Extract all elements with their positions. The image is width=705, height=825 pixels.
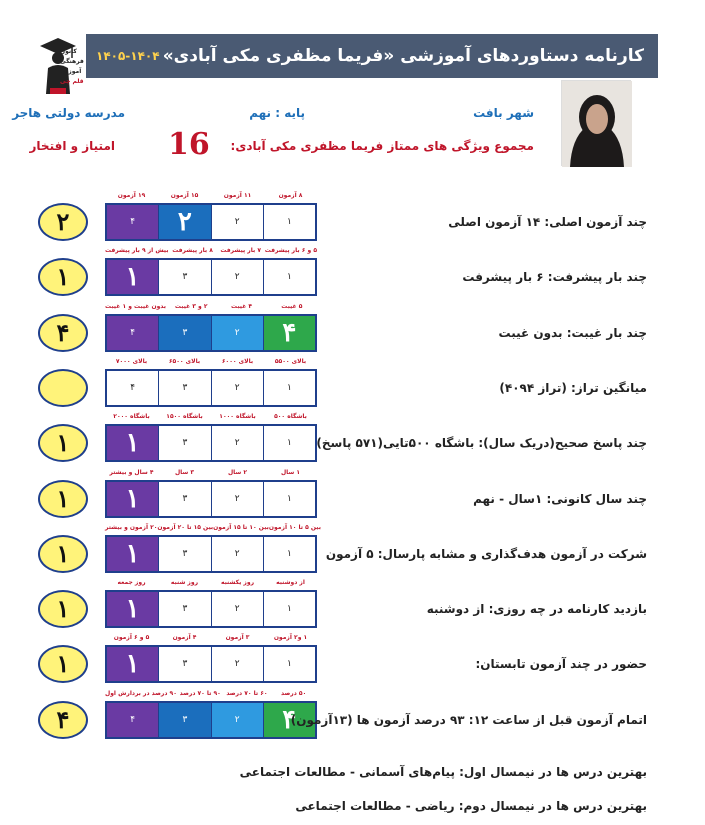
score-cell: ۴ xyxy=(107,703,159,737)
score-cell: ۳ xyxy=(159,703,211,737)
row-caption: ۹۰ درصد در بردارش اول xyxy=(105,690,177,697)
best-subjects-second-term: بهترین درس ها در نیمسال دوم: ریاضی - مطالعات اجتماعی xyxy=(295,799,647,813)
score-cell: ۳ xyxy=(159,371,211,405)
criterion-label: چند سال کانونی: ۱سال - نهم xyxy=(473,492,647,506)
score-cell: ۴ xyxy=(107,371,159,405)
score-cell: ۲ xyxy=(212,647,264,681)
total-score: 16 xyxy=(168,127,210,162)
score-cell: ۳ xyxy=(159,592,211,626)
row-captions xyxy=(105,303,317,312)
score-cell: ۱ xyxy=(286,438,292,448)
criterion-label: چند آزمون اصلی: ۱۴ آزمون اصلی xyxy=(448,215,647,229)
row-captions xyxy=(105,358,317,367)
row-score-badge: ۴ xyxy=(38,701,88,739)
score-cell: ۱ xyxy=(107,260,159,294)
row-caption: بالای ۶۵۰۰ xyxy=(168,358,201,365)
page-title: کارنامه دستاوردهای آموزشی «فریما مظفری مکی آبادی» xyxy=(162,46,644,66)
best-subjects-first-term: بهترین درس ها در نیمسال اول: پیام‌های آسمانی - مطالعات اجتماعی xyxy=(239,765,647,779)
academic-year: ۱۴۰۵-۱۴۰۴ xyxy=(96,49,160,63)
row-caption: بالای ۶۰۰۰ xyxy=(221,358,254,365)
score-scale xyxy=(105,203,317,241)
score-cell: ۲ xyxy=(212,260,264,294)
row-caption: باشگاه ۱۵۰۰ xyxy=(166,413,203,420)
score-cell: ۲ xyxy=(212,537,264,571)
score-cell: ۳ xyxy=(159,647,211,681)
criterion-label: اتمام آزمون قبل از ساعت ۱۲: ۹۳ درصد آزمون ها (۱۳آزمون) xyxy=(290,713,647,727)
criterion-label: میانگین تراز: (تراز ۴۰۹۴) xyxy=(499,381,647,395)
score-cell: ۴ xyxy=(107,205,159,239)
criterion-label: حضور در چند آزمون تابستان: xyxy=(475,657,647,671)
row-captions xyxy=(105,690,317,699)
score-cell: ۲ xyxy=(212,316,264,350)
score-cell: ۱ xyxy=(286,272,292,282)
row-caption: ۵ و ۶ بار پیشرفت xyxy=(264,247,317,254)
score-cell: ۱ xyxy=(286,549,292,559)
criterion-label: چند پاسخ صحیح(دریک سال): باشگاه ۵۰۰تایی(۵۷۱ پاسخ) xyxy=(316,436,647,450)
row-caption: ۲ سال xyxy=(227,469,248,476)
score-scale xyxy=(105,701,317,739)
score-cell: ۱ xyxy=(107,537,159,571)
row-caption: ۱ سال xyxy=(280,469,301,476)
score-scale xyxy=(105,590,317,628)
student-portrait-icon xyxy=(562,81,632,167)
score-cell: ۱ xyxy=(107,592,159,626)
row-caption: بین ۱۰ تا ۱۵ آزمون xyxy=(213,524,269,531)
row-caption: ۱۹ آزمون xyxy=(117,192,146,199)
row-caption: روز شنبه xyxy=(170,579,199,586)
row-caption: ۷ بار پیشرفت xyxy=(220,247,262,254)
row-caption: ۵ غیبت xyxy=(281,303,303,310)
row-caption: بین ۵ تا ۱۰ آزمون xyxy=(268,524,322,531)
score-cell: ۲ xyxy=(212,205,264,239)
row-caption: باشگاه ۲۰۰۰ xyxy=(113,413,150,420)
score-cell: ۱ xyxy=(107,426,159,460)
logo-text-3: آموزش xyxy=(60,68,82,75)
score-cell: ۳ xyxy=(159,482,211,516)
row-captions xyxy=(105,579,317,588)
score-cell: ۱ xyxy=(286,217,292,227)
row-captions xyxy=(105,247,317,256)
score-cell: ۴ xyxy=(264,316,315,350)
row-caption: روز یکشنبه xyxy=(220,579,255,586)
score-cell: ۱ xyxy=(107,647,159,681)
logo-text-1: کانون xyxy=(60,48,77,55)
score-scale xyxy=(105,480,317,518)
row-score-badge: ۱ xyxy=(38,258,88,296)
score-scale xyxy=(105,535,317,573)
row-caption: ۵ و ۶ آزمون xyxy=(113,634,150,641)
student-photo xyxy=(561,80,631,166)
row-score-badge: ۴ xyxy=(38,314,88,352)
score-scale xyxy=(105,369,317,407)
row-caption: بیش از ۹ بار پیشرفت xyxy=(105,247,169,254)
row-caption: ۵۰ درصد xyxy=(281,690,307,697)
score-cell: ۳ xyxy=(159,316,211,350)
score-cell: ۲ xyxy=(212,703,264,737)
row-caption: ۹۰ تا ۷۰ درصد xyxy=(179,690,221,697)
score-cell: ۱ xyxy=(286,383,292,393)
row-captions xyxy=(105,413,317,422)
row-caption: ۳ آزمون xyxy=(225,634,250,641)
criterion-label: چند بار غیبت: بدون غیبت xyxy=(498,326,647,340)
row-score-badge: ۱ xyxy=(38,645,88,683)
row-caption: باشگاه ۱۰۰۰ xyxy=(219,413,256,420)
row-caption: باشگاه ۵۰۰ xyxy=(274,413,307,420)
row-captions xyxy=(105,524,322,533)
row-caption: ۴ آزمون xyxy=(172,634,197,641)
row-caption: ۳ سال xyxy=(174,469,195,476)
score-cell: ۴ xyxy=(264,703,315,737)
row-caption: بین ۱۵ تا ۲۰ آزمون xyxy=(157,524,214,531)
score-cell: ۳ xyxy=(159,537,211,571)
score-scale xyxy=(105,424,317,462)
score-cell: ۲ xyxy=(159,205,211,239)
score-cell: ۱ xyxy=(286,494,292,504)
total-score-suffix: امتیاز و افتخار xyxy=(29,139,115,153)
score-cell: ۲ xyxy=(212,482,264,516)
row-captions xyxy=(105,469,317,478)
row-caption: ۱۱ آزمون xyxy=(223,192,252,199)
row-captions xyxy=(105,634,317,643)
score-scale xyxy=(105,645,317,683)
header-banner xyxy=(86,34,658,78)
student-grade: پایه : نهم xyxy=(249,106,305,120)
score-cell: ۲ xyxy=(212,592,264,626)
row-caption: بالای ۷۰۰۰ xyxy=(115,358,148,365)
criterion-label: چند بار پیشرفت: ۶ بار پیشرفت xyxy=(462,270,647,284)
row-caption: ۴ سال و بیشتر xyxy=(109,469,154,476)
row-caption: روز جمعه xyxy=(117,579,146,586)
student-school: مدرسه دولتی هاجر xyxy=(12,106,125,120)
row-caption: ۸ بار پیشرفت xyxy=(172,247,213,254)
row-caption: ۲ و ۳ غیبت xyxy=(174,303,208,310)
criterion-label: شرکت در آزمون هدف‌گذاری و مشابه پارسال: ۵ آزمون xyxy=(325,547,647,561)
score-cell: ۲ xyxy=(212,426,264,460)
score-cell: ۴ xyxy=(107,316,159,350)
score-cell: ۳ xyxy=(159,260,211,294)
score-cell: ۱ xyxy=(286,604,292,614)
row-score-badge: ۱ xyxy=(38,480,88,518)
row-score-badge: ۱ xyxy=(38,590,88,628)
logo-text-4: قلم چی xyxy=(60,78,84,85)
score-scale xyxy=(105,258,317,296)
score-cell: ۲ xyxy=(212,371,264,405)
row-caption: ۸ آزمون xyxy=(278,192,303,199)
row-caption: بالای ۵۵۰۰ xyxy=(274,358,307,365)
kanoon-logo-icon xyxy=(36,36,82,98)
score-scale xyxy=(105,314,317,352)
row-caption: ۴ غیبت xyxy=(230,303,253,310)
score-cell: ۱ xyxy=(107,482,159,516)
score-cell: ۱ xyxy=(286,659,292,669)
row-caption: ۱۵ آزمون xyxy=(170,192,199,199)
row-caption: بدون غیبت و ۱ غیبت xyxy=(105,303,167,310)
row-caption: ۲۰ آزمون و بیشتر xyxy=(105,524,158,531)
student-city: شهر بافت xyxy=(473,106,534,120)
criterion-label: بازدید کارنامه در چه روزی: از دوشنبه xyxy=(426,602,647,616)
row-score-badge: ۱ xyxy=(38,424,88,462)
row-caption: ۶۰ تا ۷۰ درصد xyxy=(226,690,268,697)
row-caption: از دوشنبه xyxy=(276,579,305,586)
row-score-badge: ۱ xyxy=(38,535,88,573)
row-score-badge xyxy=(38,369,88,407)
logo-text-2: فرهنگی xyxy=(60,58,84,65)
score-cell: ۳ xyxy=(159,426,211,460)
total-score-label: مجموع ویژگی های ممتاز فریما مظفری مکی آبادی: xyxy=(230,139,534,153)
row-caption: ۱ و۲ آزمون xyxy=(273,634,308,641)
row-captions xyxy=(105,192,317,201)
row-score-badge: ۲ xyxy=(38,203,88,241)
